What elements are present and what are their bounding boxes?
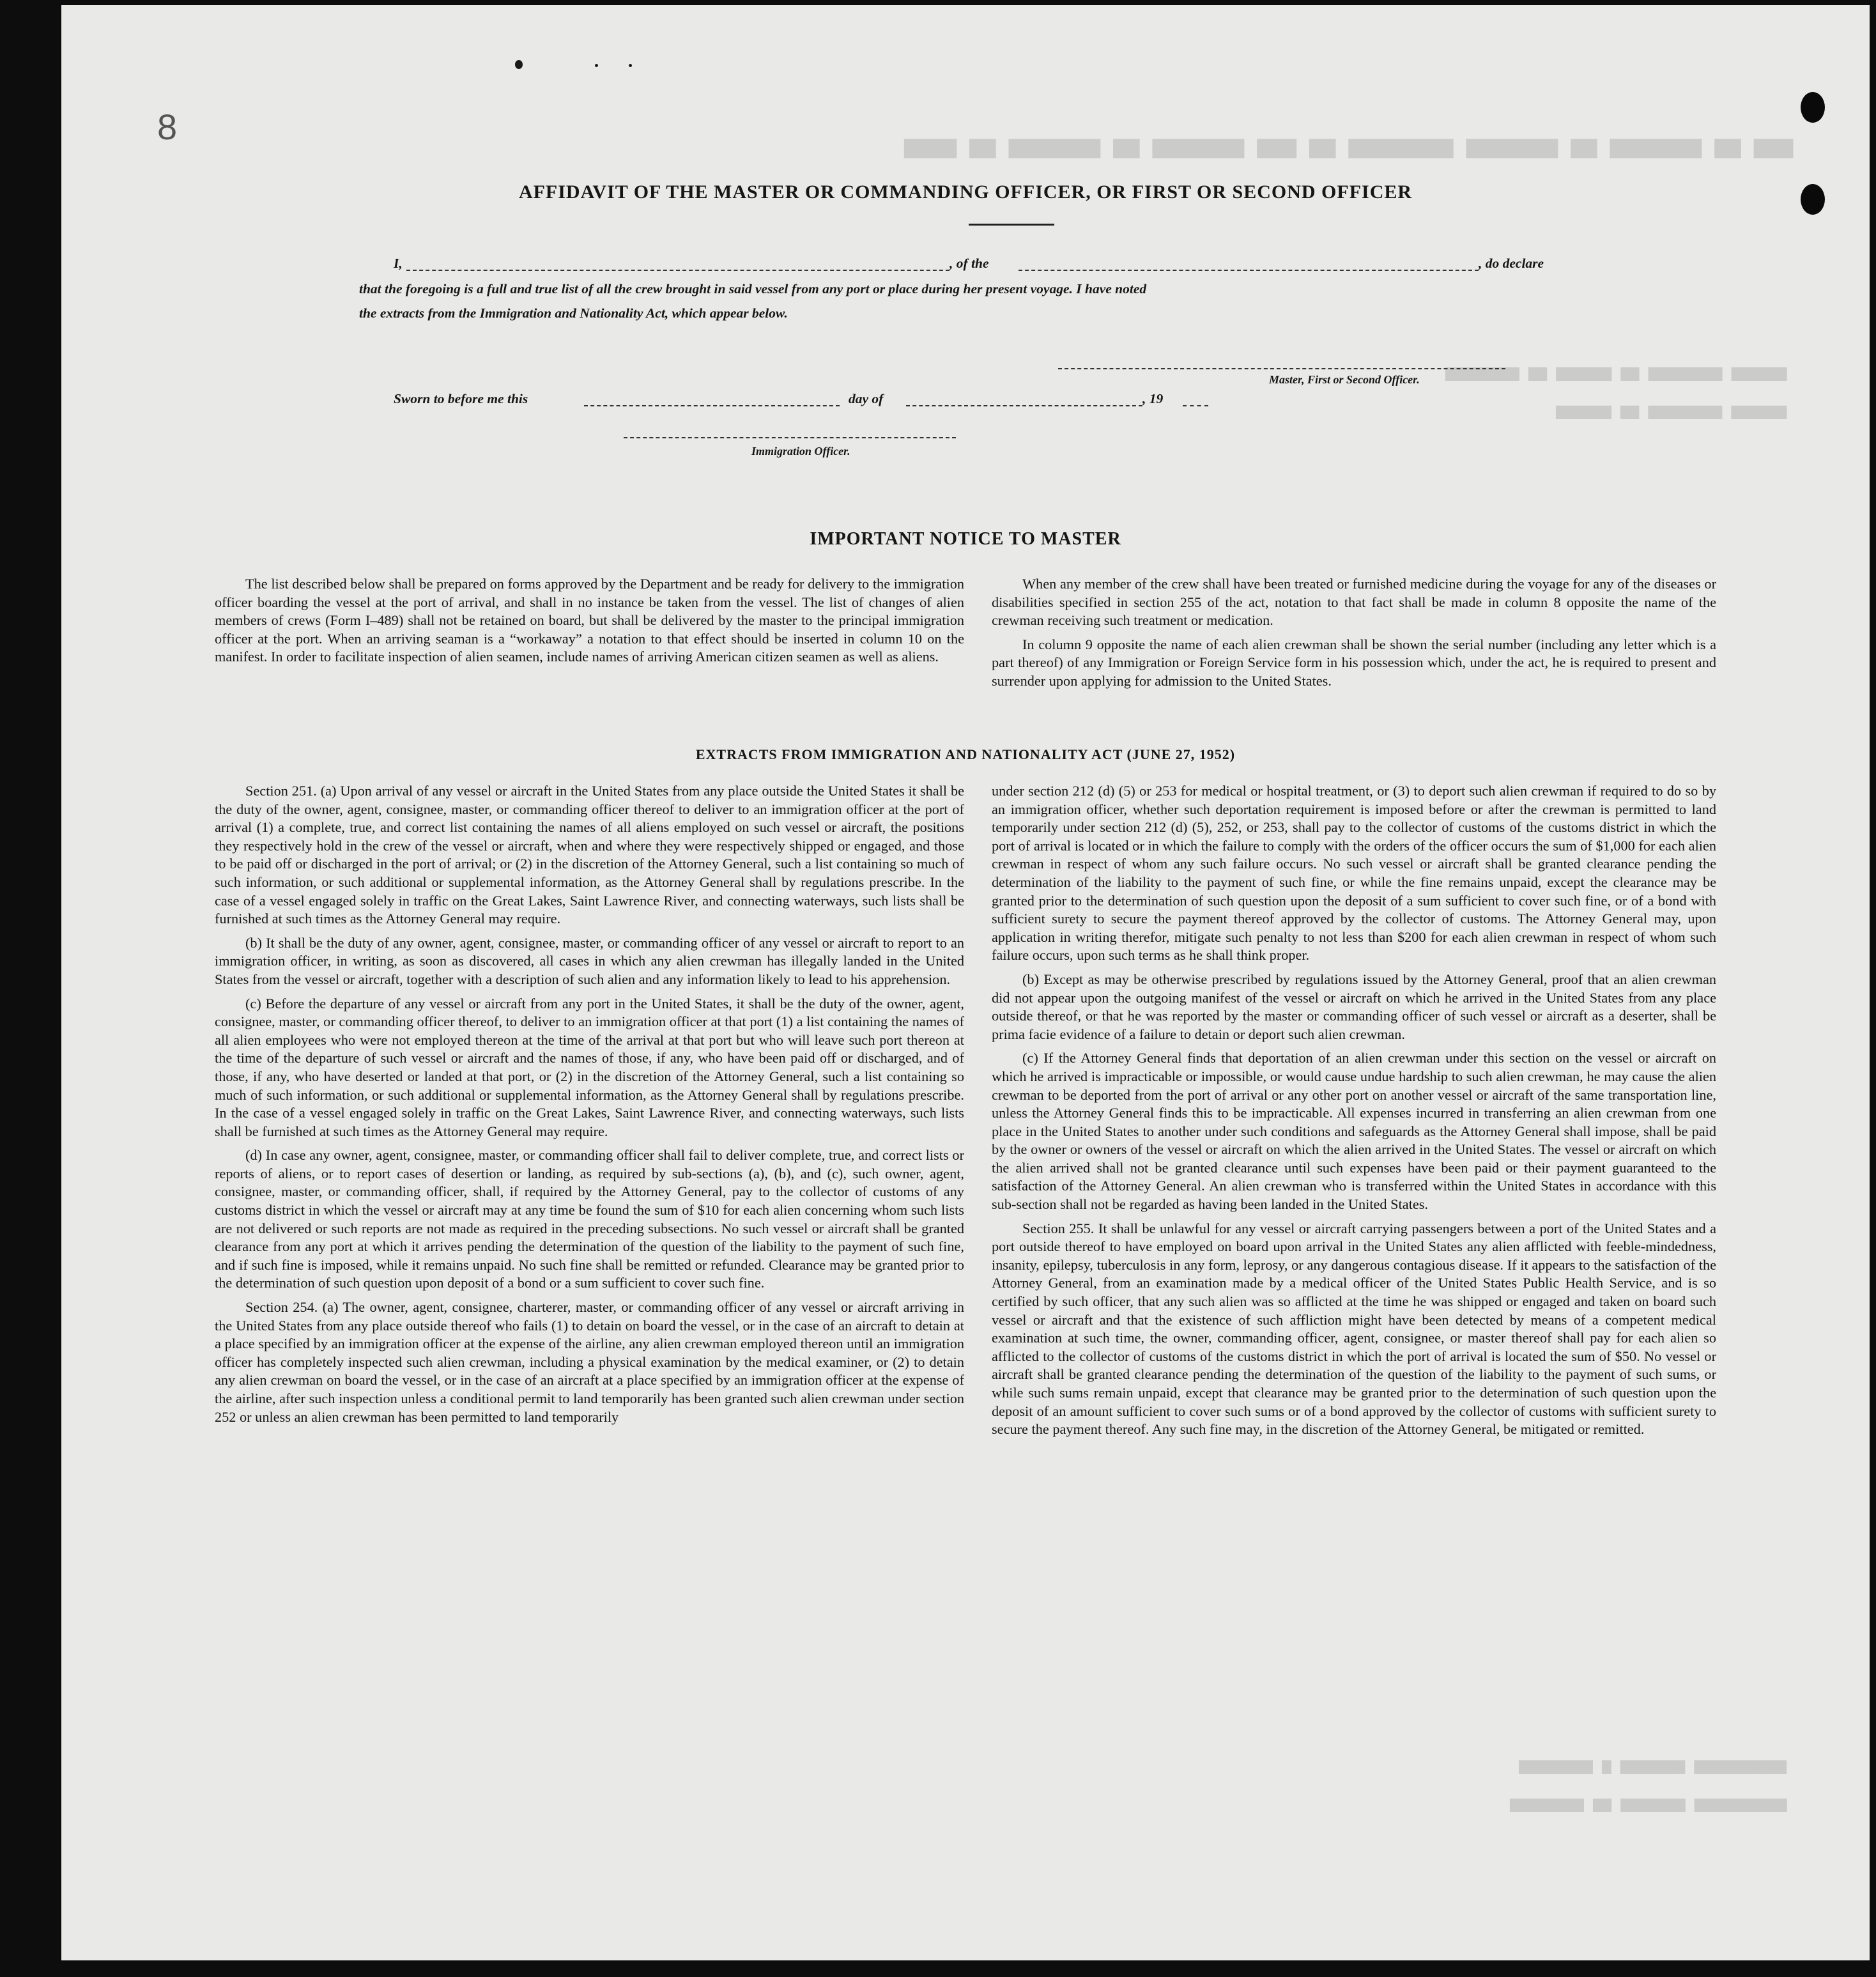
sworn-month-field[interactable] xyxy=(906,405,1142,406)
notice-title: IMPORTANT NOTICE TO MASTER xyxy=(810,529,1121,549)
notice-paragraph: In column 9 opposite the name of each alien crewman shall be shown the serial number (including any letter which is a part thereof) of any Immigration or Foreign Service form in his possession which, under the act, he is required to present and surrender upon applying for admission to the United States. xyxy=(992,636,1716,689)
vessel-field[interactable] xyxy=(1019,270,1479,271)
act-paragraph: (b) It shall be the duty of any owner, agent, consignee, master, or commanding officer of any vessel or aircraft to report to an immigration officer, in writing, as soon as discovered, all cases in which any alien crewman has illegally landed in the United States from the vessel or aircraft, together with a description of such alien and any information likely to lead to his apprehension. xyxy=(215,934,964,987)
master-signature-field[interactable] xyxy=(1058,368,1505,369)
sworn-day-field[interactable] xyxy=(584,405,840,406)
document-page xyxy=(61,5,1870,1960)
declarant-name-field[interactable] xyxy=(406,270,950,271)
notice-left-column xyxy=(215,575,964,672)
declaration-line: the extracts from the Immigration and Nationality Act, which appear below. xyxy=(359,305,788,321)
act-paragraph: (c) If the Attorney General finds that deportation of an alien crewman under this section on the vessel or aircraft on which he arrived is impracticable or impossible, or would cause undue hardship to such alien crewman, he may cause the alien crewman to be deported from the port of arrival or any other port on another vessel or aircraft of the same transportation line, unless the Attorney General finds this to be impracticable. All expenses incurred in transferring an alien crewman from one place in the United States to another under such conditions and safeguards as the Attorney General shall impose, shall be paid by the owner or owners of the vessel or aircraft on which the alien arrived in the United States. The vessel or aircraft on which the alien arrived shall not be granted clearance until such expenses have been paid or their payment guaranteed to the satisfaction of the Attorney General. An alien crewman who is transferred within the United States in accordance with this sub-section shall not be regarded as having been landed in the United States. xyxy=(992,1050,1716,1213)
act-paragraph: (d) In case any owner, agent, consignee, master, or commanding officer shall fail to deliver complete, true, and correct lists or reports of aliens, or to report cases of desertion or landing, as required by sub-sections (a), (b), and (c), such owner, agent, consignee, master, or commanding officer, shall, if required by the Attorney General, pay to the collector of customs of any customs district in which the vessel or aircraft may at any time be found the sum of $10 for each alien concerning whom such lists are not delivered or such reports are not made as required in the preceding subsections. No such vessel or aircraft shall be granted clearance from any port at which it arrives pending the determination of the question of the liability to the payment of such fine, and if such fine is imposed, while it remains unpaid. No such fine shall be remitted or refunded. Clearance may be granted prior to the determination of such question upon deposit of a bond or a sum sufficient to cover such fine. xyxy=(215,1147,964,1291)
title-rule xyxy=(969,224,1054,226)
punch-hole xyxy=(1801,92,1825,123)
notice-right-column xyxy=(992,575,1716,696)
sworn-label: Sworn to before me this xyxy=(394,391,528,406)
act-paragraph: under section 212 (d) (5) or 253 for medical or hospital treatment, or (3) to deport such alien crewman if required to do so by an immigration officer, whether such deportation requirement is imposed before or after the crewman is permitted to land temporarily under section 212 (d) (5), 252, or 253, shall pay to the collector of customs of the customs district in which the port of arrival is located or in which the failure to comply with the orders of the officer occurs the sum of $1,000 for each alien crewman in respect of whom any such failure occurs. No such vessel or aircraft shall be granted clearance pending the determination of the liability to the payment of such fine, or while the fine remains unpaid, except the clearance may be granted prior to the determination of such question upon the deposit of a sum sufficient to cover such fine, or of a bond with sufficient surety to secure the payment thereof approved by the collector of customs. The Attorney General may, upon application in writing therefor, mitigate such penalty to not less than $200 for each alien crewman in respect of whom such failure occurs, upon such terms as he shall think proper. xyxy=(992,783,1716,964)
act-paragraph: Section 251. (a) Upon arrival of any vessel or aircraft in the United States from any place outside the United States it shall be the duty of the owner, agent, consignee, master, or commanding officer thereof to deliver to an immigration officer at the port of arrival (1) a complete, true, and correct list containing the names of all aliens employed on such vessel or aircraft, the positions they respectively hold in the crew of the vessel or aircraft, when and where they were respectively shipped or engaged, and those to be paid off or discharged in the port of arrival; or (2) in the discretion of the Attorney General, such a list containing so much of such information, or such additional or supplemental information, as the Attorney General shall by regulations prescribe. In the case of a vessel engaged solely in traffic on the Great Lakes, Saint Lawrence River, and connecting waterways, such lists shall be furnished at such times as the Attorney General may require. xyxy=(215,783,964,927)
of-the-label: , of the xyxy=(950,256,989,271)
sworn-year-field[interactable] xyxy=(1183,405,1208,406)
master-signature-label: Master, First or Second Officer. xyxy=(1269,373,1420,386)
extracts-left-column xyxy=(215,782,964,1432)
do-declare-label: , do declare xyxy=(1479,256,1544,271)
bleed-through-text: ▆▆▆ ▆▆ ▆▆▆▆▆▆▆ ▆▆ ▆▆▆▆▆▆▆ ▆▆▆▆▆▆▆▆ ▆▆ ▆▆▆ ▆▆▆▆▆▆▆ ▆▆ ▆▆▆▆▆▆▆ ▆▆ ▆▆▆▆ xyxy=(903,135,1793,160)
paper-speck xyxy=(629,64,632,67)
bleed-through-text: ▆▆▆▆▆▆▆▆▆▆ ▆▆▆▆▆▆▆ ▆ ▆▆▆▆▆▆▆▆ xyxy=(1519,1758,1787,1775)
year-label: , 19 xyxy=(1142,391,1164,406)
notice-paragraph: The list described below shall be prepared on forms approved by the Department and be ready for delivery to the immigration officer boarding the vessel at the port of arrival, and shall in no instance be taken from the vessel. The list of changes of alien members of crews (Form I–489) shall not be retained on board, but shall be delivered by the master to the principal immigration officer at the port. When an arriving seaman is a “workaway” a notation to that effect should be inserted in column 10 on the manifest. In order to facilitate inspection of alien seamen, include names of arriving American citizen seamen as well as aliens. xyxy=(215,576,964,665)
act-paragraph: Section 255. It shall be unlawful for any vessel or aircraft carrying passengers between a port of the United States and a port outside thereof to have employed on board upon arrival in the United States any alien afflicted with feeble-mindedness, insanity, epilepsy, tuberculosis in any form, leprosy, or any dangerous contagious disease. If it appears to the satisfaction of the Attorney General, from an examination made by a medical officer of the United States Public Health Service, and is so certified by such officer, that any such alien was so afflicted at the time he was shipped or engaged and taken on board such vessel or aircraft and that the existence of such affliction might have been detected by means of a competent medical examination at such time, the owner, commanding officer, agent, consignee, or master thereof shall pay for each alien so afflicted to the collector of customs of the customs district in which the port of arrival is located the sum of $50. No vessel or aircraft shall be granted clearance pending the determination of the question of the liability to the payment of such sums, or while such sums remain unpaid, except that clearance may be granted prior to the determination of such question upon the deposit of an amount sufficient to cover such sums or of a bond approved by the collector of customs with sufficient surety to secure the payment thereof. Any such fine may, in the discretion of the Attorney General, be mitigated or remitted. xyxy=(992,1220,1716,1438)
page-number: 8 xyxy=(157,107,178,147)
immigration-officer-signature-field[interactable] xyxy=(624,437,956,438)
immigration-officer-label: Immigration Officer. xyxy=(751,445,850,458)
affidavit-title: AFFIDAVIT OF THE MASTER OR COMMANDING OFFICER, OR FIRST OR SECOND OFFICER xyxy=(518,181,1413,203)
bleed-through-text: ▆▆▆▆▆▆▆▆▆▆ ▆▆▆▆▆▆▆ ▆▆ ▆▆▆▆▆▆▆▆ xyxy=(1509,1796,1787,1813)
act-paragraph: (b) Except as may be otherwise prescribed by regulations issued by the Attorney General, proof that an alien crewman did not appear upon the outgoing manifest of the vessel or aircraft on which he arrived in the United States from any place outside thereof, or that he was reported by the master or commanding officer of such vessel or aircraft as a deserter, shall be prima facie evidence of a failure to detain or deport such alien crewman. xyxy=(992,971,1716,1042)
bleed-through-text: ▆▆▆▆▆▆ ▆▆▆▆▆▆▆▆ ▆▆ ▆▆▆▆▆▆ ▆▆ ▆▆▆▆▆▆▆▆ xyxy=(1445,365,1787,382)
paper-speck xyxy=(595,64,598,67)
paper-speck xyxy=(515,60,523,69)
declarant-label: I, xyxy=(394,256,403,271)
notice-paragraph: When any member of the crew shall have been treated or furnished medicine during the voyage for any of the diseases or disabilities specified in section 255 of the act, notation to that fact shall be made in column 8 opposite the name of the crewman receiving such treatment or medication. xyxy=(992,576,1716,629)
bleed-through-text: ▆▆▆▆▆▆ ▆▆▆▆▆▆▆▆ ▆▆ ▆▆▆▆▆▆ xyxy=(1555,403,1787,420)
act-paragraph: (c) Before the departure of any vessel or aircraft from any port in the United States, it shall be the duty of the owner, agent, consignee, master, or commanding officer thereof, to deliver to an immigration officer at that port (1) a list containing the names of all alien employees who were not employed thereon at the time of the arrival at that port but who will leave such port thereon at the time of the departure of such vessel or aircraft and the names of those, if any, who have been paid off or discharged, and of those, if any, who have deserted or landed at that port, or (2) in the discretion of the Attorney General, such a list containing so much of such information, or such additional or supplemental information, as the Attorney General shall by regulations prescribe. In the case of a vessel engaged solely in traffic on the Great Lakes, Saint Lawrence River, and connecting waterways, such lists shall be furnished at such times as the Attorney General may require. xyxy=(215,995,964,1139)
declaration-line: that the foregoing is a full and true list of all the crew brought in said vessel from any port or place during her present voyage. I have noted xyxy=(359,281,1147,296)
act-paragraph: Section 254. (a) The owner, agent, consignee, charterer, master, or commanding officer of any vessel or aircraft arriving in the United States from any place outside thereof who fails (1) to detain on board the vessel, or in the case of an aircraft to detain at a place specified by an immigration officer at the expense of the airline, any alien crewman employed thereon until an immigration officer has completely inspected such alien crewman, including a physical examination by the medical examiner, or (2) to detain any alien crewman on board the vessel, or in the case of an aircraft at a place specified by an immigration officer at the expense of the airline, after such inspection unless a conditional permit to land temporarily has been granted such alien crewman under section 252 or unless an alien crewman has been permitted to land temporarily xyxy=(215,1299,964,1425)
day-of-label: day of xyxy=(849,391,884,406)
extracts-right-column xyxy=(992,782,1716,1445)
extracts-title: EXTRACTS FROM IMMIGRATION AND NATIONALITY ACT (JUNE 27, 1952) xyxy=(695,746,1236,762)
